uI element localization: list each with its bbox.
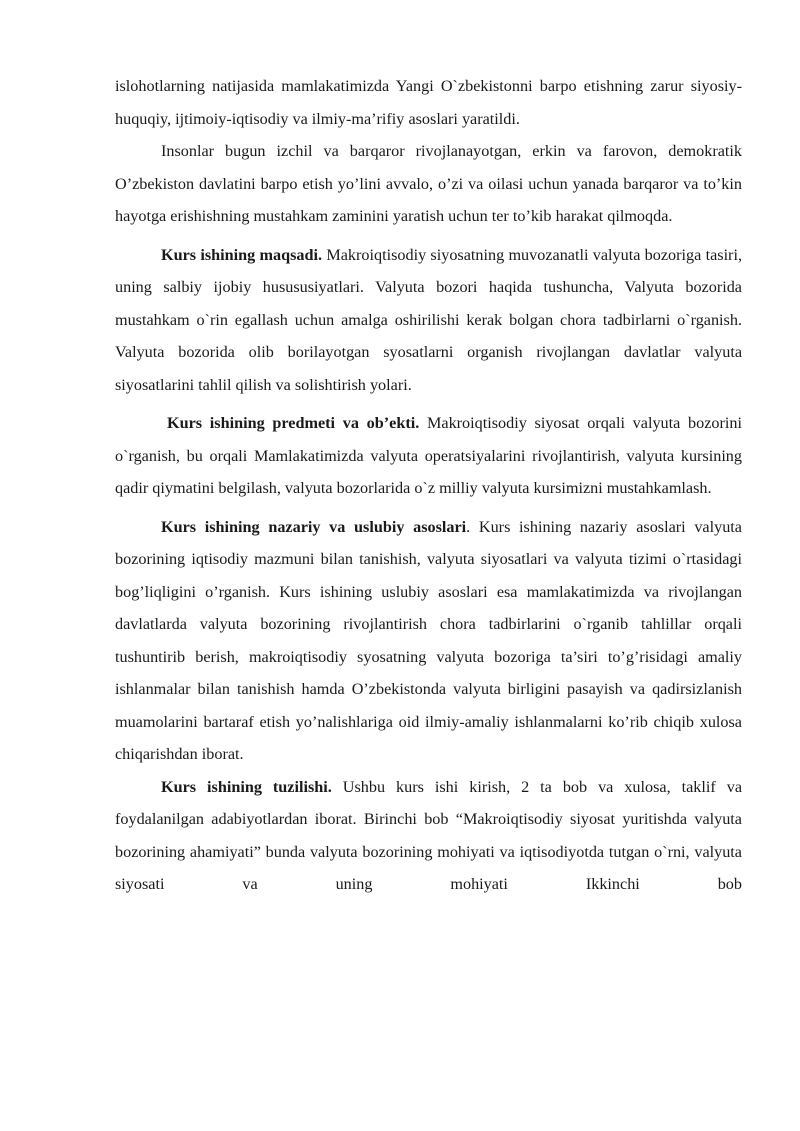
paragraph-text: Makroiqtisodiy siyosat orqali valyuta bozorini o`rganish, bu orqali Mamlakatimizda valyuta operatsiyalarini rivojlantirish, valyuta kursining qadir qiymatini belgilash, valyuta bozorlarida o`z milliy valyuta kursimizni mustahkamlash.	[115, 414, 742, 497]
paragraph-text: Insonlar bugun izchil va barqaror rivojlanayotgan, erkin va farovon, demokratik O’zbekiston davlatini barpo etish yo’lini avvalo, o’zi va oilasi uchun yanada barqaror va to’kin hayotga erishishning mustahkam zaminini yaratish uchun ter to’kib harakat qilmoqda.	[115, 142, 742, 225]
section-heading-theoretical-basis: Kurs ishining nazariy va uslubiy asoslari	[161, 517, 467, 536]
section-heading-subject-object: Kurs ishining predmeti va ob’ekti.	[167, 414, 420, 432]
paragraph-text: islohotlarning natijasida mamlakatimizda Yangi O`zbekistonni barpo etishning zarur siyosiy-huquqiy, ijtimoiy-iqtisodiy va ilmiy-ma’rifiy asoslari yaratildi.	[115, 77, 742, 128]
document-page	[115, 70, 742, 901]
section-heading-purpose: Kurs ishining maqsadi.	[161, 245, 323, 264]
paragraph-theoretical-basis	[115, 511, 742, 771]
section-heading-structure: Kurs ishining tuzilishi.	[161, 777, 332, 796]
paragraph-intro-continuation	[115, 70, 742, 135]
paragraph-text: . Kurs ishining nazariy asoslari valyuta bozorining iqtisodiy mazmuni bilan tanishish, valyuta siyosatlari va valyuta tizimi o`rtasidagi bog’liqligini o’rganish. Kurs ishining uslubiy asoslari esa mamlakatimizda va rivojlangan davlatlarda valyuta bozorining rivojlantirish chora tadbirlarini o`rganib tahlillar orqali tushuntirib berish, makroiqtisodiy syosatning valyuta bozoriga ta’siri to’g’risidagi amaliy ishlanmalar bilan tanishish hamda O’zbekistonda valyuta birligini pasayish va qadirsizlanish muamolarini bartaraf etish yo’nalishlariga oid ilmiy-amaliy ishlanmalarni ko’rib chiqib xulosa chiqarishdan iborat.	[115, 517, 742, 763]
paragraph-purpose	[115, 239, 742, 402]
paragraph-text: Makroiqtisodiy siyosatning muvozanatli valyuta bozoriga tasiri, uning salbiy ijobiy husususiyatlari. Valyuta bozori haqida tushuncha, Valyuta bozorida mustahkam o`rin egallash uchun amalga oshirilishi kerak bolgan chora tadbirlarni o`rganish. Valyuta bozorida olib borilayotgan syosatlarni organish rivojlangan davlatlar valyuta siyosatlarini tahlil qilish va solishtirish yolari.	[115, 245, 742, 394]
paragraph-text: Ushbu kurs ishi kirish, 2 ta bob va xulosa, taklif va foydalanilgan adabiyotlardan iborat. Birinchi bob “Makroiqtisodiy siyosat yuritishda valyuta bozorining ahamiyati” bunda valyuta bozorining mohiyati va iqtisodiyotda tutgan o`rni, valyuta siyosati va uning mohiyati Ikkinchi bob	[115, 777, 742, 893]
paragraph-intro	[115, 135, 742, 233]
paragraph-subject-object	[115, 407, 742, 505]
paragraph-structure	[115, 771, 742, 901]
